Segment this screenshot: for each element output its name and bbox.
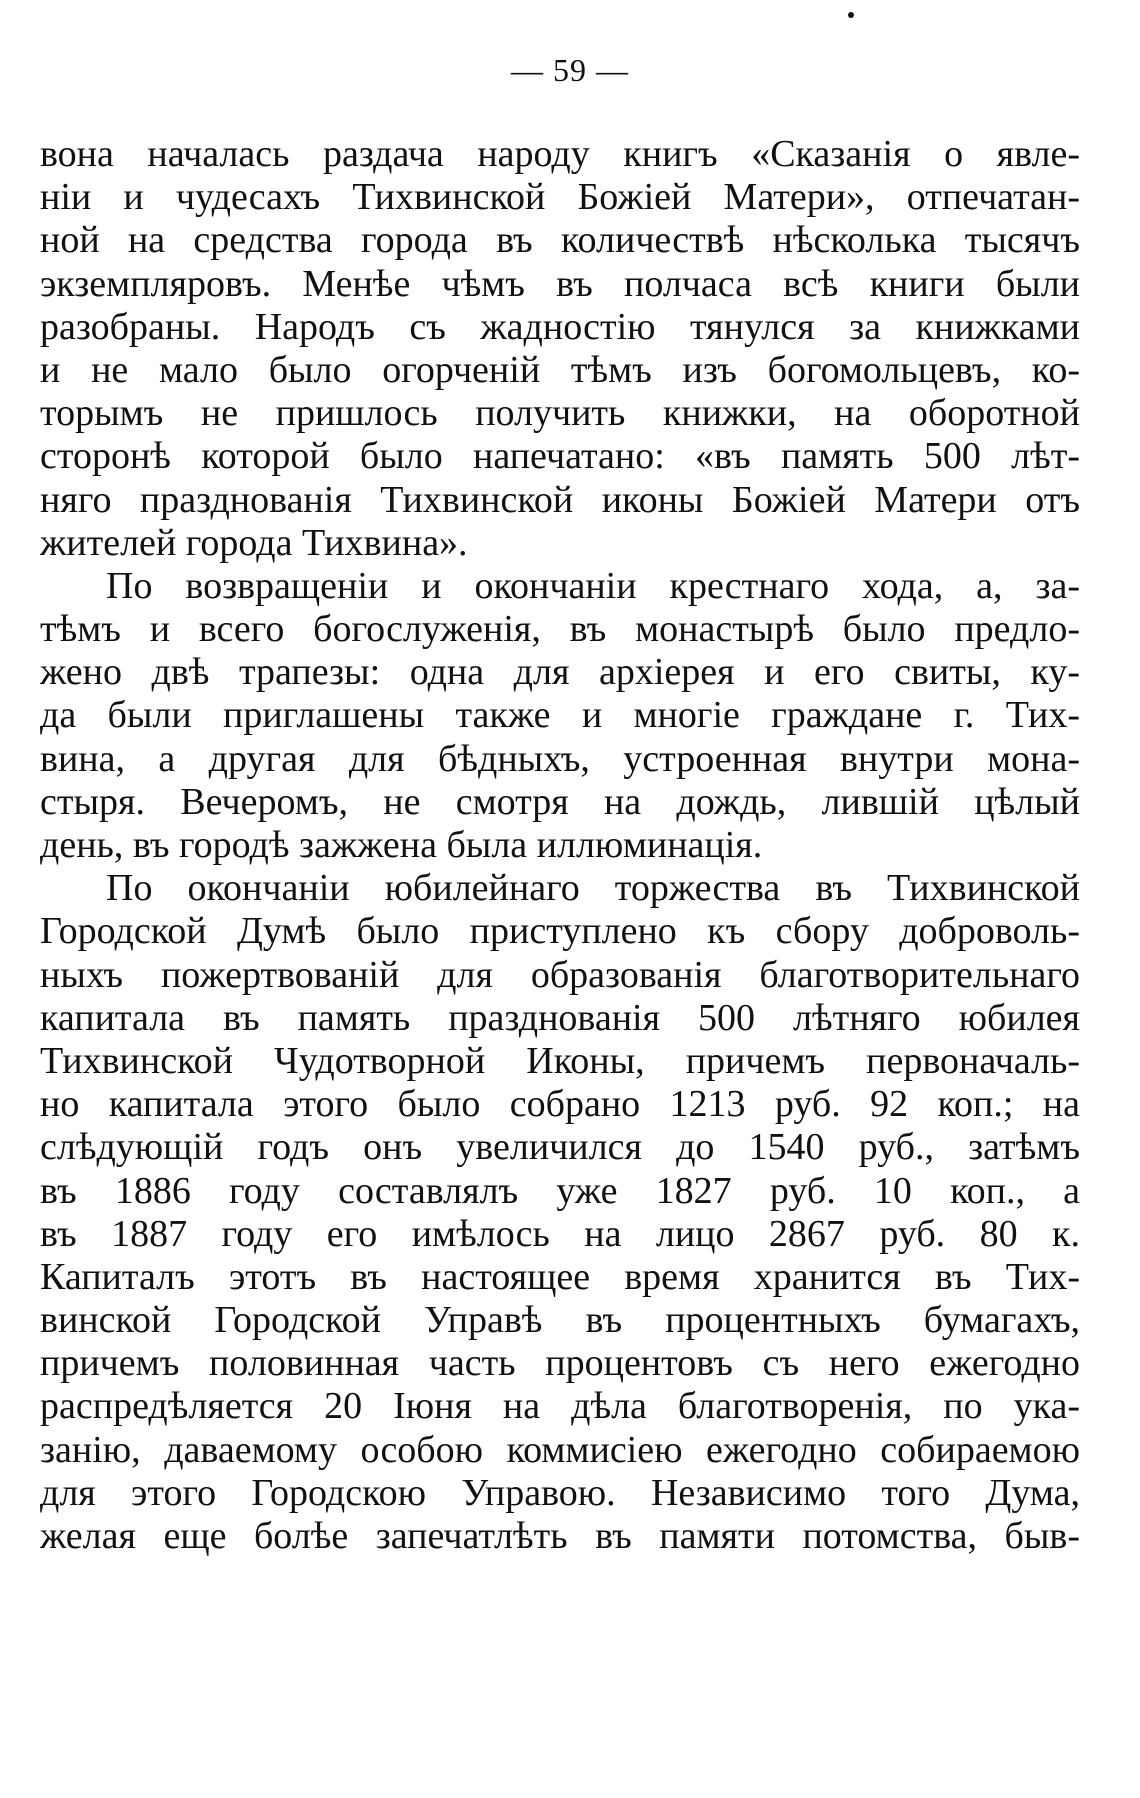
text-line: распредѣляется 20 Іюня на дѣла благотворенія, по ука-	[40, 1385, 1080, 1428]
text-line: торымъ не пришлось получить книжки, на оборотной	[40, 392, 1080, 435]
text-line: экземпляровъ. Менѣе чѣмъ въ полчаса всѣ книги были	[40, 262, 1080, 305]
text-line: день, въ городѣ зажжена была иллюминація.	[40, 824, 763, 866]
text-line: и не мало было огорченій тѣмъ изъ богомольцевъ, ко-	[40, 348, 1080, 391]
text-line: въ 1886 году составлялъ уже 1827 руб. 10 коп., а	[40, 1169, 1080, 1212]
text-line: ной на средства города въ количествѣ нѣсколька тысячъ	[40, 219, 1080, 262]
text-line: причемъ половинная часть процентовъ съ него ежегодно	[40, 1342, 1080, 1385]
text-line: но капитала этого было собрано 1213 руб. 92 коп.; на	[40, 1083, 1080, 1126]
text-line: жителей города Тихвина».	[40, 521, 468, 564]
text-line: желая еще болѣе запечатлѣть въ памяти потомства, быв-	[40, 1515, 1080, 1557]
text-line: стыря. Вечеромъ, не смотря на дождь, лившій цѣлый	[40, 780, 1080, 823]
text-line: Городской Думѣ было приступлено къ сбору доброволь-	[40, 910, 1080, 953]
text-line: ніи и чудесахъ Тихвинской Божіей Матери», отпечатан-	[40, 176, 1080, 219]
text-line: жено двѣ трапезы: одна для архіерея и его свиты, ку-	[40, 651, 1080, 694]
body-text	[40, 133, 1080, 1558]
text-line: вона началась раздача народу книгъ «Сказанія о явле-	[40, 133, 1080, 175]
text-line: для этого Городскою Управою. Независимо того Дума,	[40, 1471, 1080, 1514]
text-line: Тихвинской Чудотворной Иконы, причемъ первоначаль-	[40, 1039, 1080, 1082]
text-line: занію, даваемому особою коммисіею ежегодно собираемою	[40, 1428, 1080, 1471]
text-line: няго празднованія Тихвинской иконы Божіей Матери отъ	[40, 478, 1080, 521]
text-line: Капиталъ этотъ въ настоящее время хранится въ Тих-	[40, 1255, 1080, 1298]
text-line: да были приглашены также и многіе граждане г. Тих-	[40, 694, 1080, 737]
text-line: тѣмъ и всего богослуженія, въ монастырѣ было предло-	[40, 608, 1080, 651]
text-line: По окончаніи юбилейнаго торжества въ Тихвинской	[106, 867, 1080, 910]
text-line: ныхъ пожертвованій для образованія благотворительнаго	[40, 953, 1080, 996]
text-line: По возвращеніи и окончаніи крестнаго хода, а, за-	[106, 564, 1080, 607]
text-line: капитала въ память празднованія 500 лѣтняго юбилея	[40, 996, 1080, 1039]
page-number: — 59 —	[511, 52, 629, 88]
text-line: сторонѣ которой было напечатано: «въ память 500 лѣт-	[40, 435, 1080, 478]
text-line: слѣдующій годъ онъ увеличился до 1540 руб., затѣмъ	[40, 1126, 1080, 1169]
text-line: вина, а другая для бѣдныхъ, устроенная внутри мона-	[40, 737, 1080, 780]
text-line: винской Городской Управѣ въ процентныхъ бумагахъ,	[40, 1299, 1080, 1342]
text-line: разобраны. Народъ съ жадностію тянулся за книжками	[40, 305, 1080, 348]
ink-speck	[848, 12, 854, 18]
text-line: въ 1887 году его имѣлось на лицо 2867 руб. 80 к.	[40, 1212, 1080, 1255]
